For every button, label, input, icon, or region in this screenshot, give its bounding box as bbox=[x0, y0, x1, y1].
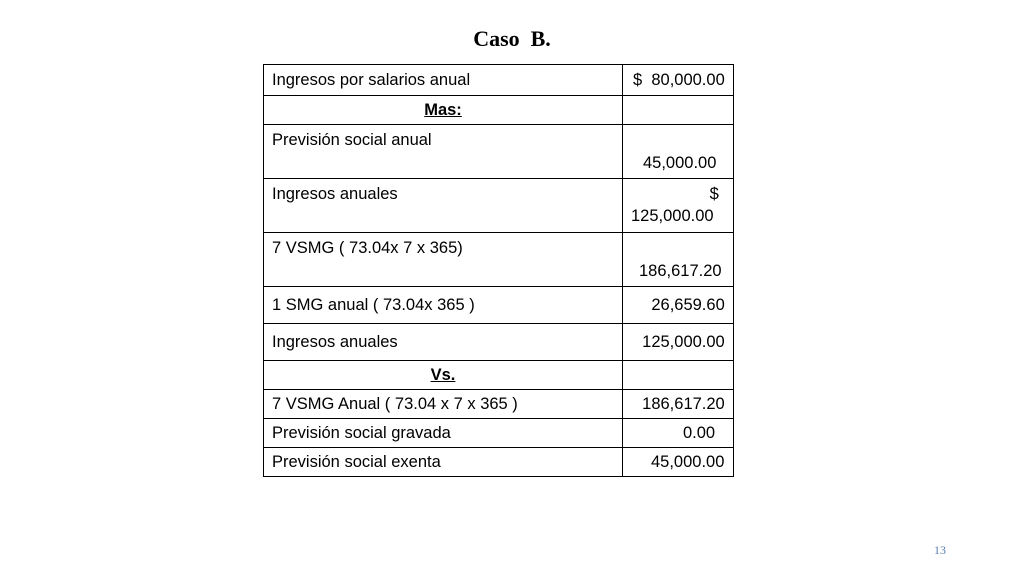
row-label: Ingresos por salarios anual bbox=[264, 65, 623, 96]
table-row bbox=[264, 419, 734, 448]
row-label: Previsión social anual bbox=[264, 125, 623, 179]
stacked-amount bbox=[631, 183, 725, 227]
page-number: 13 bbox=[934, 543, 946, 557]
row-label: 1 SMG anual ( 73.04x 365 ) bbox=[264, 287, 623, 324]
row-value-text: 45,000.00 bbox=[651, 453, 725, 471]
table-row bbox=[264, 65, 734, 96]
table-row bbox=[264, 125, 734, 179]
row-value-text: 0.00 bbox=[683, 424, 716, 442]
row-label: 7 VSMG ( 73.04x 7 x 365) bbox=[264, 233, 623, 287]
row-label: Ingresos anuales bbox=[264, 179, 623, 233]
row-label: Previsión social gravada bbox=[264, 419, 623, 448]
row-label: Previsión social exenta bbox=[264, 448, 623, 477]
row-value bbox=[623, 65, 734, 96]
calculation-table bbox=[263, 64, 734, 477]
table-row bbox=[264, 361, 734, 390]
row-value-empty bbox=[623, 361, 734, 390]
row-value-text: 125,000.00 bbox=[631, 207, 714, 225]
row-value: 125,000.00 bbox=[623, 324, 734, 361]
row-label: 7 VSMG Anual ( 73.04 x 7 x 365 ) bbox=[264, 390, 623, 419]
table-row bbox=[264, 287, 734, 324]
row-value bbox=[623, 419, 734, 448]
row-value bbox=[623, 233, 734, 287]
table-row bbox=[264, 324, 734, 361]
row-value bbox=[623, 448, 734, 477]
row-value: 26,659.60 bbox=[623, 287, 734, 324]
currency-symbol: $ bbox=[709, 185, 719, 203]
section-heading-vs: Vs. bbox=[264, 361, 623, 390]
row-value-text: $ 80,000.00 bbox=[633, 71, 725, 89]
row-value bbox=[623, 179, 734, 233]
table-row bbox=[264, 179, 734, 233]
table-row bbox=[264, 390, 734, 419]
section-heading-mas: Mas: bbox=[264, 96, 623, 125]
row-value: 186,617.20 bbox=[623, 390, 734, 419]
row-value-text: 45,000.00 bbox=[643, 154, 717, 172]
row-value bbox=[623, 125, 734, 179]
row-value-text: 186,617.20 bbox=[639, 262, 722, 280]
row-value-empty bbox=[623, 96, 734, 125]
table-row bbox=[264, 233, 734, 287]
slide-title: Caso B. bbox=[473, 26, 551, 51]
row-label: Ingresos anuales bbox=[264, 324, 623, 361]
table-row bbox=[264, 96, 734, 125]
table-row bbox=[264, 448, 734, 477]
